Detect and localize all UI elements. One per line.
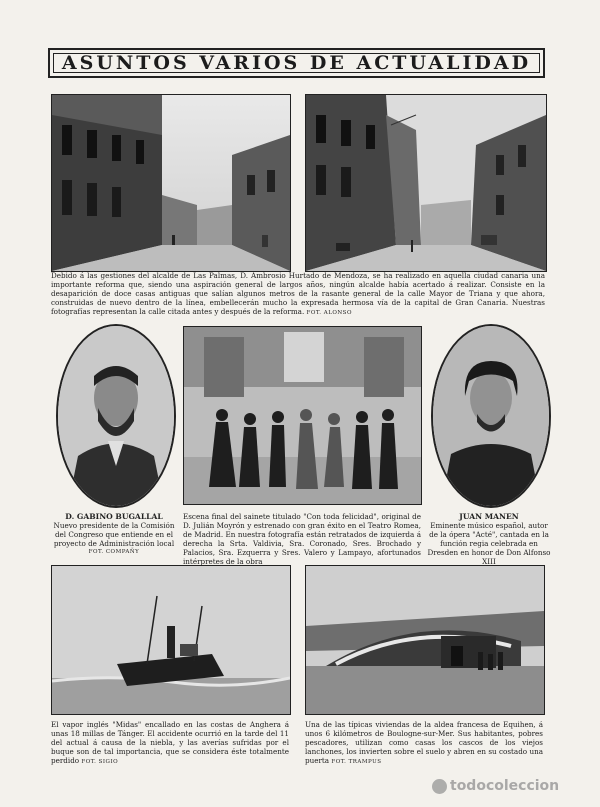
reform-caption (51, 271, 545, 318)
boat-house-caption (305, 720, 543, 767)
manen-description: Eminente músico español, autor de la ópera "Acté", cantada en la función regia celebrada en Dresden en honor de Don Alfonso XIII (427, 521, 551, 566)
portrait-juan-manen (431, 324, 551, 508)
boat-house-caption-text: Una de las típicas viviendas de la aldea francesa de Equihen, á unos 6 kilómetros de Boulogne-sur-Mer. Sus habitantes, pobres pescadores, utilizan como casas los cascos de los viejos lanchones, los invierten sobre el suelo y abren en su costado una puerta (305, 720, 543, 765)
stranded-ship-photo (51, 565, 291, 715)
bugallal-name: D. GABINO BUGALLAL (65, 512, 163, 521)
page-title: ASUNTOS VARIOS DE ACTUALIDAD (61, 52, 532, 74)
manen-caption (427, 512, 551, 566)
street-photo-after (305, 94, 547, 272)
page-title-box (48, 48, 545, 78)
ship-caption-text: El vapor inglés "Midas" encallado en las costas de Anghera á unas 18 millas de Tánger. El accidente ocurrió en la tarde del 11 del actual á causa de la niebla, y las averías sufridas por el buque son de tal importancia, que se considera éste totalmente perdido (51, 720, 289, 765)
bugallal-description: Nuevo presidente de la Comisión del Congreso que entiende en el proyecto de Administración local (53, 521, 175, 548)
watermark-logo-icon (432, 779, 447, 794)
reform-photo-credit: FOT. ALONSO (306, 310, 352, 316)
theatre-caption-text: Escena final del sainete titulado "Con toda felicidad", original de D. Julián Moyrón y estrenado con gran éxito en el Teatro Romea, de Madrid. En nuestra fotografía están retratados de izquierda á derecha la Srta. Valdivia, Sra. Coronado, Sres. Brochado y Palacios, Sra. Ezquerra y Sres. Valero y Lampayo, afortunados intérpretes de la obra (183, 512, 421, 566)
bugallal-caption (50, 512, 178, 557)
reform-caption-text: Debido á las gestiones del alcalde de Las Palmas, D. Ambrosio Hurtado de Mendoza, se ha realizado en aquella ciudad canaria una importante reforma que, siendo una aspiración general de largos años, ningún alcalde había acertado á realizar. Consiste en la desaparición de doce casas antiguas que salían algunos metros de la rasante general de la calle Mayor de Triana y que ahora, construidas de nuevo dentro de la línea, embellecerán mucho la expresada hermosa vía de la capital de Gran Canaria. Nuestras fotografías representan la calle citada antes y después de la reforma. (51, 271, 545, 316)
boat-house-photo (305, 565, 545, 715)
theatre-caption (183, 512, 421, 566)
street-photo-before (51, 94, 291, 272)
watermark: todocoleccion (450, 778, 560, 794)
manen-name: JUAN MANEN (459, 512, 519, 521)
portrait-gabino-bugallal (56, 324, 176, 508)
bugallal-photo-credit: FOT. COMPAÑY (88, 549, 140, 555)
ship-photo-credit: FOT. SIGIO (81, 759, 119, 765)
theatre-scene-photo (183, 326, 422, 505)
ship-caption (51, 720, 289, 767)
boat-house-photo-credit: FOT. TRAMPUS (331, 759, 382, 765)
